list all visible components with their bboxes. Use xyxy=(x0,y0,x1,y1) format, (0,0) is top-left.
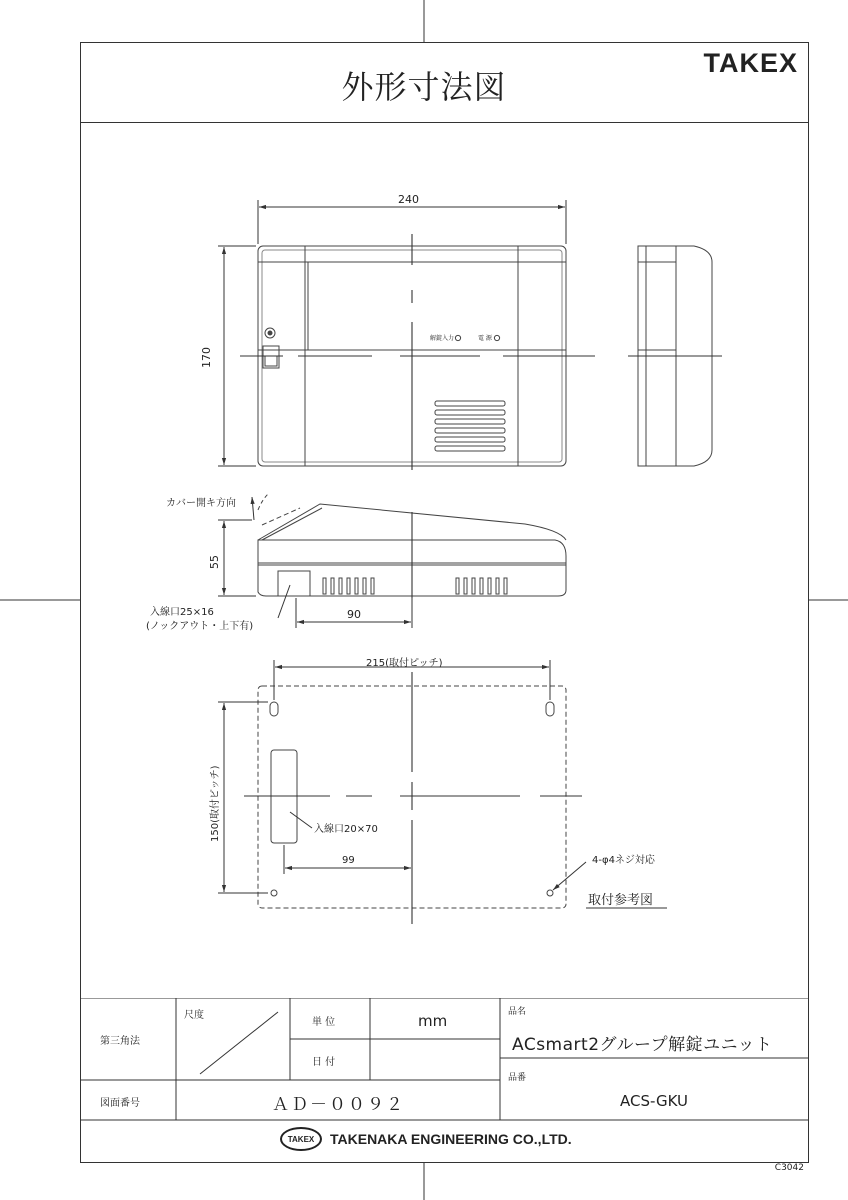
side-height-dim: 55 xyxy=(208,555,221,569)
power-indicator-label: 電 源 xyxy=(478,335,492,342)
drawing-no: ＡＤ－００９２ xyxy=(272,1095,405,1115)
mount-pitch-vertical: 150(取付ピッチ) xyxy=(210,765,221,842)
screw-spec-label: 4-φ4ネジ対応 xyxy=(592,855,655,866)
drawing-no-label: 図面番号 xyxy=(100,1098,140,1109)
company-logo-seal xyxy=(280,1127,322,1151)
mount-inlet-label: 入線口20×70 xyxy=(314,824,378,835)
product-no: ACS-GKU xyxy=(620,1092,688,1110)
mount-caption: 取付参考図 xyxy=(588,893,654,908)
unit-value: mm xyxy=(418,1012,448,1030)
scale-label: 尺度 xyxy=(184,1010,204,1021)
brand-logo: TAKEX xyxy=(703,48,798,78)
front-width-dim: 240 xyxy=(398,193,419,206)
cover-direction-label: カバー開キ方向 xyxy=(166,498,236,509)
sheet-code: C3042 xyxy=(774,1163,804,1173)
side-inlet-dim: 90 xyxy=(347,608,361,621)
input-indicator-label: 解錠入力 xyxy=(430,335,455,342)
unit-label: 単 位 xyxy=(312,1017,336,1028)
company-logo-text: TAKEX xyxy=(287,1134,315,1144)
product-no-label: 品番 xyxy=(508,1073,527,1083)
title-block xyxy=(80,998,808,1162)
company-name: TAKENAKA ENGINEERING CO.,LTD. xyxy=(330,1131,572,1147)
mount-inlet-dim: 99 xyxy=(342,855,355,866)
side-inlet-label: 入線口25×16 xyxy=(150,607,214,618)
product-name-label: 品名 xyxy=(508,1007,527,1017)
front-height-dim: 170 xyxy=(200,347,213,368)
side-inlet-note: (ノックアウト・上下有) xyxy=(146,621,254,632)
product-name: ACsmart2グループ解錠ユニット xyxy=(512,1035,773,1055)
date-label: 日 付 xyxy=(312,1057,336,1068)
projection-label: 第三角法 xyxy=(100,1036,140,1047)
page-title: 外形寸法図 xyxy=(341,68,507,106)
mount-pitch-horizontal: 215(取付ピッチ) xyxy=(366,658,443,669)
